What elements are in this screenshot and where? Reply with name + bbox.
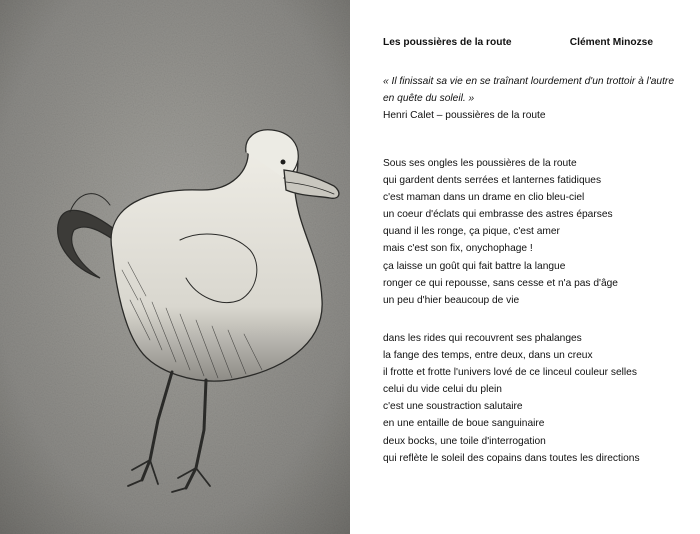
poem-line: c'est maman dans un drame en clio bleu-ciel [383, 192, 585, 204]
poem-line: un peu d'hier beaucoup de vie [383, 294, 520, 306]
poem-line: ronger ce qui repousse, sans cesse et n'a pas d'âge [383, 277, 618, 289]
poem-line: celui du vide celui du plein [383, 384, 502, 396]
poem-page [383, 0, 683, 534]
poem-line: en une entaille de boue sanguinaire [383, 418, 545, 430]
poem-line: il frotte et frotte l'univers lové de ce linceul couleur selles [383, 367, 637, 379]
poem-line: la fange des temps, entre deux, dans un creux [383, 350, 593, 362]
epigraph-source: Henri Calet – poussières de la route [383, 110, 546, 121]
epigraph-line: en quête du soleil. » [383, 93, 475, 104]
poem-line: mais c'est son fix, onychophage ! [383, 243, 533, 255]
poem-line: c'est une soustraction salutaire [383, 401, 523, 413]
poem-line: qui gardent dents serrées et lanternes fatidiques [383, 175, 602, 187]
poem-header [383, 37, 653, 48]
poem-line: dans les rides qui recouvrent ses phalanges [383, 333, 582, 344]
poem-line: Sous ses ongles les poussières de la route [383, 158, 577, 169]
poem-author: Clément Minozse [569, 37, 653, 48]
poem-line: un coeur d'éclats qui embrasse des astres éparses [383, 209, 613, 221]
poem-line: qui reflète le soleil des copains dans toutes les directions [383, 452, 640, 464]
poem-line: ça laisse un goût qui fait battre la langue [383, 260, 566, 272]
epigraph-line: « Il finissait sa vie en se traînant lourdement d'un trottoir à l'autre [383, 76, 674, 87]
epigraph-quote [383, 73, 683, 107]
stanza-2 [383, 330, 693, 467]
poem-title: Les poussières de la route [383, 37, 512, 48]
stanza-1 [383, 155, 693, 309]
poem-line: quand il les ronge, ça pique, c'est amer [383, 226, 560, 238]
poem-line: deux bocks, une toile d'interrogation [383, 435, 546, 447]
